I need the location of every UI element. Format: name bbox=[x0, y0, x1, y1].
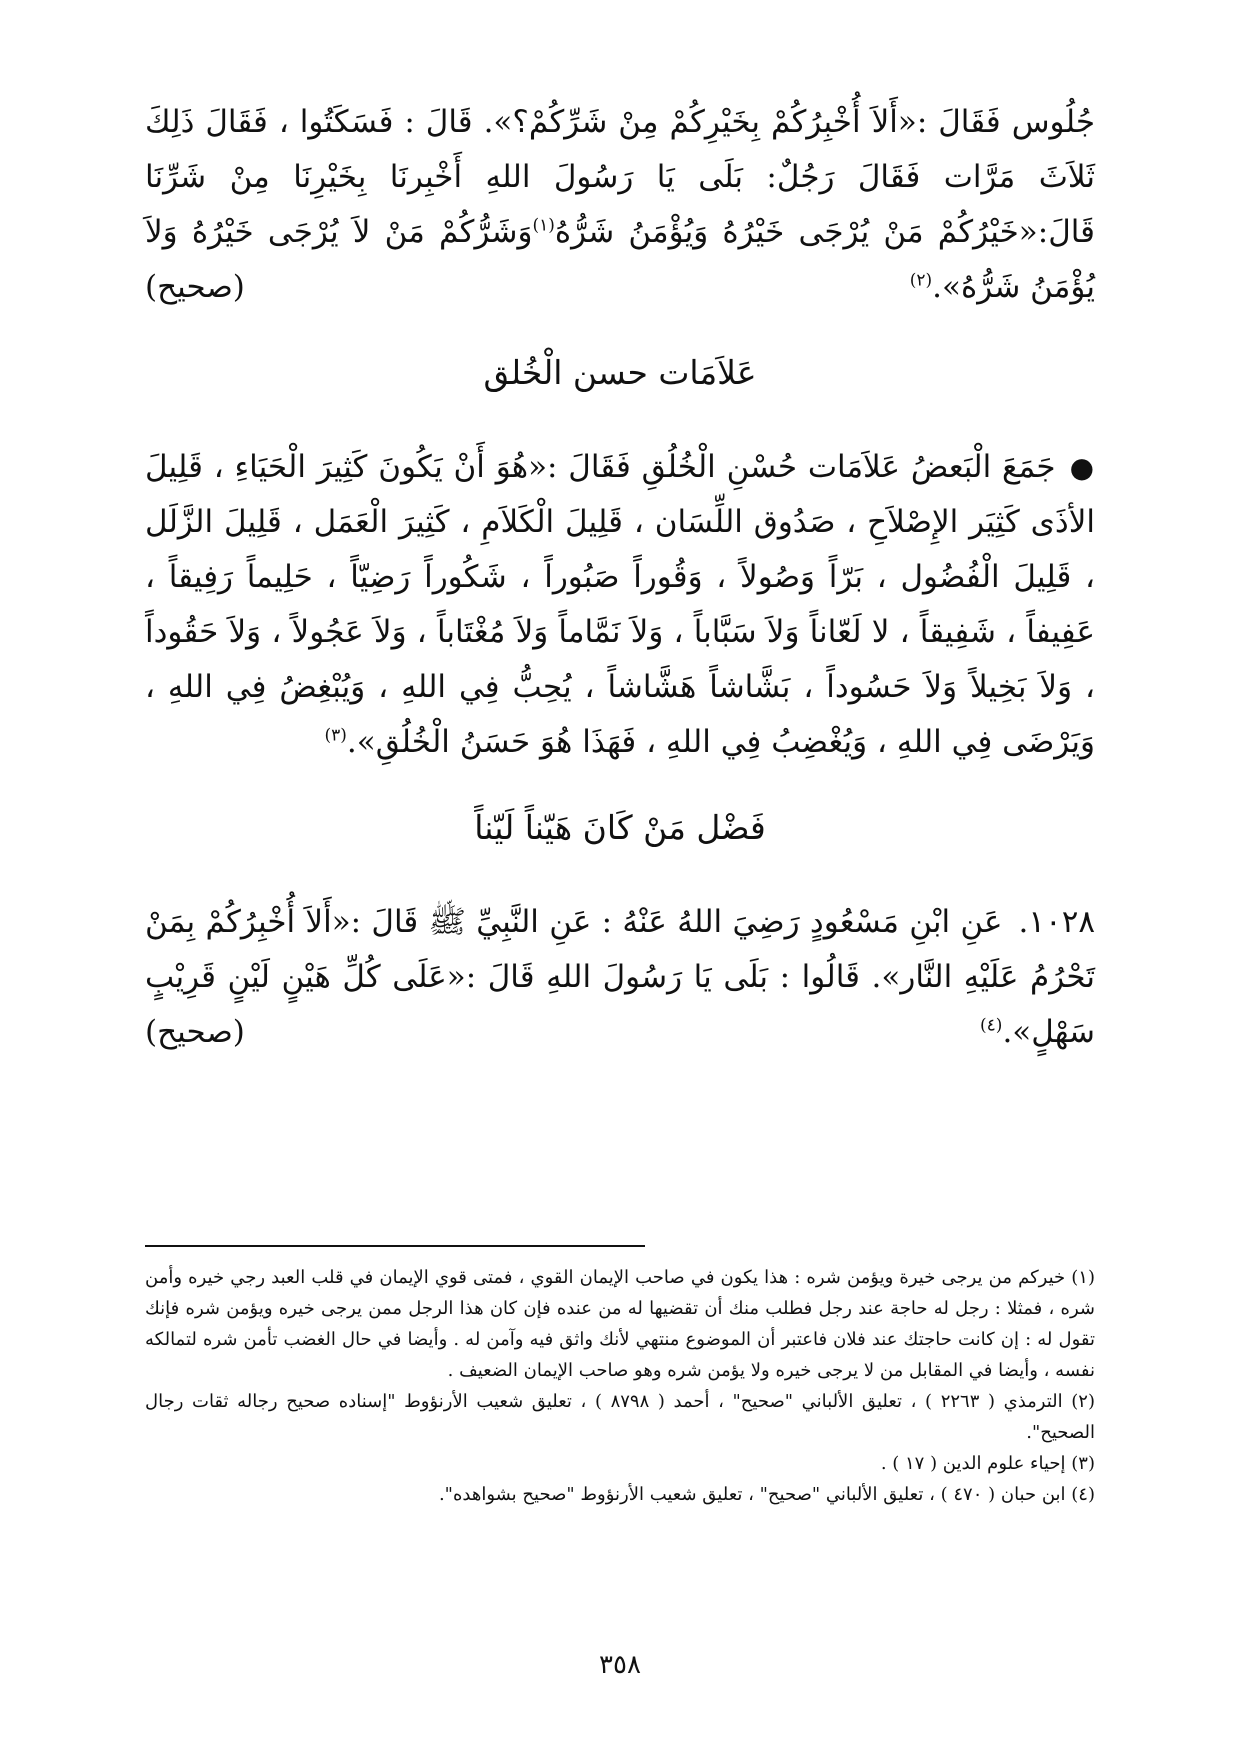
footnote-ref[interactable]: (٢) bbox=[909, 270, 933, 291]
footnote-2: (٢) الترمذي ( ٢٢٦٣ ) ، تعليق الألباني "صحيح" ، أحمد ( ٨٧٩٨ ) ، تعليق شعيب الأرنؤوط "إسناده صحيح رجاله ثقات رجال الصحيح". bbox=[145, 1391, 1095, 1443]
bullet-icon: ● bbox=[1069, 451, 1096, 484]
section-heading: عَلاَمَات حسن الْخُلق bbox=[483, 353, 757, 392]
footnote-ref[interactable]: (٤) bbox=[980, 1015, 1003, 1036]
hadith-number: ١٠٢٨. bbox=[1018, 904, 1095, 940]
footnote-divider bbox=[145, 1245, 645, 1247]
section-heading: فَضْل مَنْ كَانَ هَيّناً لَيّناً bbox=[474, 808, 766, 847]
text-line: خَيْرُهُ وَيُؤْمَنُ شَرُّهُ bbox=[554, 214, 785, 250]
paragraph-traits bbox=[145, 440, 1095, 770]
footnote-ref[interactable]: (٣) bbox=[324, 725, 347, 746]
footnote-4: (٤) ابن حبان ( ٤٧٠ ) ، تعليق الألباني "صحيح" ، تعليق شعيب الأرنؤوط "صحيح بشواهده". bbox=[438, 1484, 1095, 1505]
hadith-paragraph bbox=[145, 895, 1095, 1060]
text-line: جُلُوس فَقَالَ :«أَلاَ أُخْبِرُكُمْ بِخَيْرِكُمْ مِنْ شَرِّكُمْ؟». قَالَ : فَسَكَتُوا ، فَقَالَ ذَلِكَ ثَلاَثَ bbox=[145, 104, 1095, 195]
footnote-ref[interactable]: (١) bbox=[532, 215, 555, 236]
paragraph-text: عَنِ ابْنِ مَسْعُودٍ رَضِيَ اللهُ عَنْهُ : عَنِ النَّبِيِّ ﷺ قَالَ :«أَلاَ أُخْبِرُكُمْ بِمَنْ تَحْرُمُ عَلَيْهِ النَّار». قَالُوا : بَلَى يَا رَسُولَ اللهِ قَالَ :«عَلَى كُلِّ هَيْنٍ لَيْنٍ قَرِيْبٍ سَهْلٍ». bbox=[145, 904, 1095, 1050]
page-body bbox=[145, 95, 1095, 1060]
text-line: وَشَرُّكُمْ مَنْ لاَ يُرْجَى خَيْرُهُ وَلاَ يُؤْمَنُ شَرُّهُ». bbox=[145, 214, 1095, 305]
paragraph-continuation bbox=[145, 95, 1095, 315]
hadith-grade: (صحيح) bbox=[145, 1014, 245, 1050]
text-line: مَرَّات فَقَالَ رَجُلٌ: بَلَى يَا رَسُولَ اللهِ أَخْبِرنَا بِخَيْرِنَا مِنْ شَرِّنَا قَالَ:«خَيْرُكُمْ مَنْ يُرْجَى bbox=[145, 159, 1095, 250]
page-number: ٣٥٨ bbox=[599, 1650, 641, 1680]
footnotes bbox=[145, 1262, 1095, 1510]
paragraph-text: جَمَعَ الْبَعضُ عَلاَمَات حُسْنِ الْخُلُقِ فَقَالَ :«هُوَ أَنْ يَكُونَ كَثِيرَ الْحَيَاءِ ، قَلِيلَ الأذَى كَثِيَر الإِصْلاَحِ ، صَدُوق اللِّسَان ، قَلِيلَ الْكَلاَمِ ، كَثِيرَ الْعَمَل ، قَلِيلَ الزَّلَل ، قَلِيلَ الْفُضُول ، بَرّاً وَصُولاً ، وَقُوراً صَبُوراً ، شَكُوراً رَضِيّاً ، حَلِيماً رَفِيقاً ، عَفِيفاً ، شَفِيقاً ، لا لَعّاناً وَلاَ سَبَّاباً ، وَلاَ نَمَّاماً وَلاَ مُغْتَاباً ، وَلاَ عَجُولاً ، وَلاَ حَقُوداً ، وَلاَ بَخِيلاً وَلاَ حَسُوداً ، بَشَّاشاً هَشَّاشاً ، يُحِبُّ فِي اللهِ ، وَيُبْغِضُ فِي اللهِ ، وَيَرْضَى فِي اللهِ ، وَيُغْضِبُ فِي اللهِ ، فَهَذَا هُوَ حَسَنُ الْخُلُقِ». bbox=[145, 449, 1095, 760]
footnote-3: (٣) إحياء علوم الدين ( ١٧ ) . bbox=[880, 1453, 1095, 1474]
footnote-1: (١) خيركم من يرجى خيرة ويؤمن شره : هذا يكون في صاحب الإيمان القوي ، فمتى قوي الإيمان في قلب العبد رجي خيره وأمن شره ، فمثلا : رجل له حاجة عند رجل فطلب منك أن تقضيها له من عنده فإن كان هذا الرجل ممن يرجى خيره ويؤمن شره فإنك تقول له : إن كانت حاجتك عند فلان فاعتبر أن الموضوع منتهي لأنك واثق فيه وآمن له . وأيضا في حال الغضب تأمن شره لتمالكه نفسه ، وأيضا في المقابل من لا يرجى خيره ولا يؤمن شره وهو صاحب الإيمان الضعيف . bbox=[145, 1267, 1095, 1381]
hadith-grade: (صحيح) bbox=[145, 269, 245, 305]
